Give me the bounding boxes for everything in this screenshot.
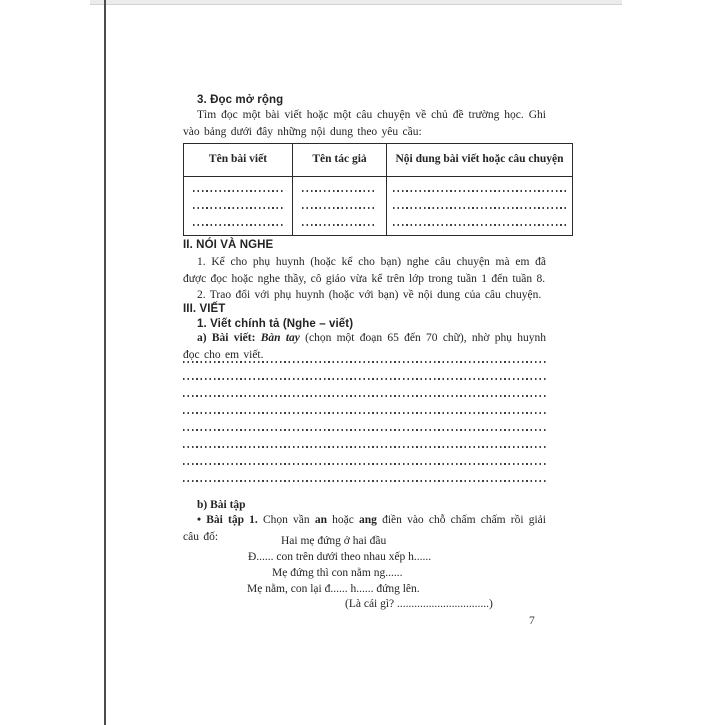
blank-dotted-line (393, 207, 566, 209)
section-heading-noi-va-nghe: II. NÓI VÀ NGHE (183, 239, 274, 251)
blank-dotted-line (193, 190, 283, 192)
section-heading-viet: III. VIẾT (183, 303, 226, 315)
dictation-label: a) Bài viết: (197, 332, 256, 344)
blank-dotted-line (193, 207, 283, 209)
speaking-item-2: 2. Trao đổi với phụ huynh (hoặc với bạn) về nội dung của câu chuyện. (197, 289, 542, 301)
writing-line (183, 412, 546, 414)
dictation-writing-area (183, 361, 546, 497)
speaking-item-1: 1. Kể cho phụ huynh (hoặc kể cho bạn) nghe câu chuyện mà em đã được đọc hoặc nghe thầy, cô giáo vừa kể trên lớp trong tuần 1 đến tuần 8. (183, 256, 546, 285)
riddle-line-2: Đ...... con trên dưới theo nhau xếp h...... (248, 551, 432, 563)
reading-log-table (183, 143, 573, 236)
blank-dotted-line (393, 224, 566, 226)
blank-dotted-line (302, 190, 377, 192)
writing-line (183, 395, 546, 397)
cell-title-blank (184, 177, 293, 236)
writing-line (183, 463, 546, 465)
column-header-author: Tên tác giả (293, 144, 387, 177)
page-left-edge-line (104, 0, 106, 725)
exercise1-rhyme-an: an (314, 514, 327, 526)
writing-line (183, 378, 546, 380)
exercise1-text: điền vào chỗ chấm chấm rồi giải câu đố: (183, 514, 546, 543)
cell-content-blank (387, 177, 573, 236)
blank-dotted-line (302, 207, 377, 209)
page-top-scan-edge (90, 0, 622, 5)
section-heading-doc-mo-rong: 3. Đọc mở rộng (197, 94, 284, 106)
subheading-viet-chinh-ta: 1. Viết chính tả (Nghe – viết) (197, 318, 354, 330)
column-header-title: Tên bài viết (184, 144, 293, 177)
writing-line (183, 361, 546, 363)
dictation-instruction-rest: (chọn một đoạn 65 đến 70 chữ), nhờ phụ huynh đọc cho em viết. (183, 332, 547, 361)
exercise1-text: hoặc (326, 514, 360, 526)
exercise1-label: • Bài tập 1. (197, 514, 258, 526)
table-body-row (184, 177, 573, 236)
exercise1-rhyme-ang: ang (359, 514, 377, 526)
writing-line (183, 480, 546, 482)
riddle-line-3: Mẹ đứng thì con nằm ng...... (272, 567, 403, 579)
blank-dotted-line (393, 190, 566, 192)
dictation-text-title: Bàn tay (255, 332, 300, 344)
table-header-row (184, 144, 573, 177)
dictation-instruction-paragraph (183, 330, 546, 364)
riddle-line-4: Mẹ nằm, con lại đ...... h...... đứng lên. (247, 583, 420, 595)
writing-line (183, 446, 546, 448)
exercise1-text: Chọn vần (257, 514, 315, 526)
blank-dotted-line (193, 224, 283, 226)
page-number: 7 (529, 615, 535, 627)
column-header-content: Nội dung bài viết hoặc câu chuyện (387, 144, 573, 177)
reading-intro-paragraph: Tìm đọc một bài viết hoặc một câu chuyện về chủ đề trường học. Ghi vào bảng dưới đây những nội dung theo yêu cầu: (183, 109, 546, 138)
riddle-answer-blank: (Là cái gì? ................................) (345, 598, 493, 610)
cell-author-blank (293, 177, 387, 236)
subheading-bai-tap: b) Bài tập (197, 499, 246, 511)
blank-dotted-line (302, 224, 377, 226)
writing-line (183, 429, 546, 431)
riddle-line-1: Hai mẹ đứng ở hai đầu (281, 535, 387, 547)
